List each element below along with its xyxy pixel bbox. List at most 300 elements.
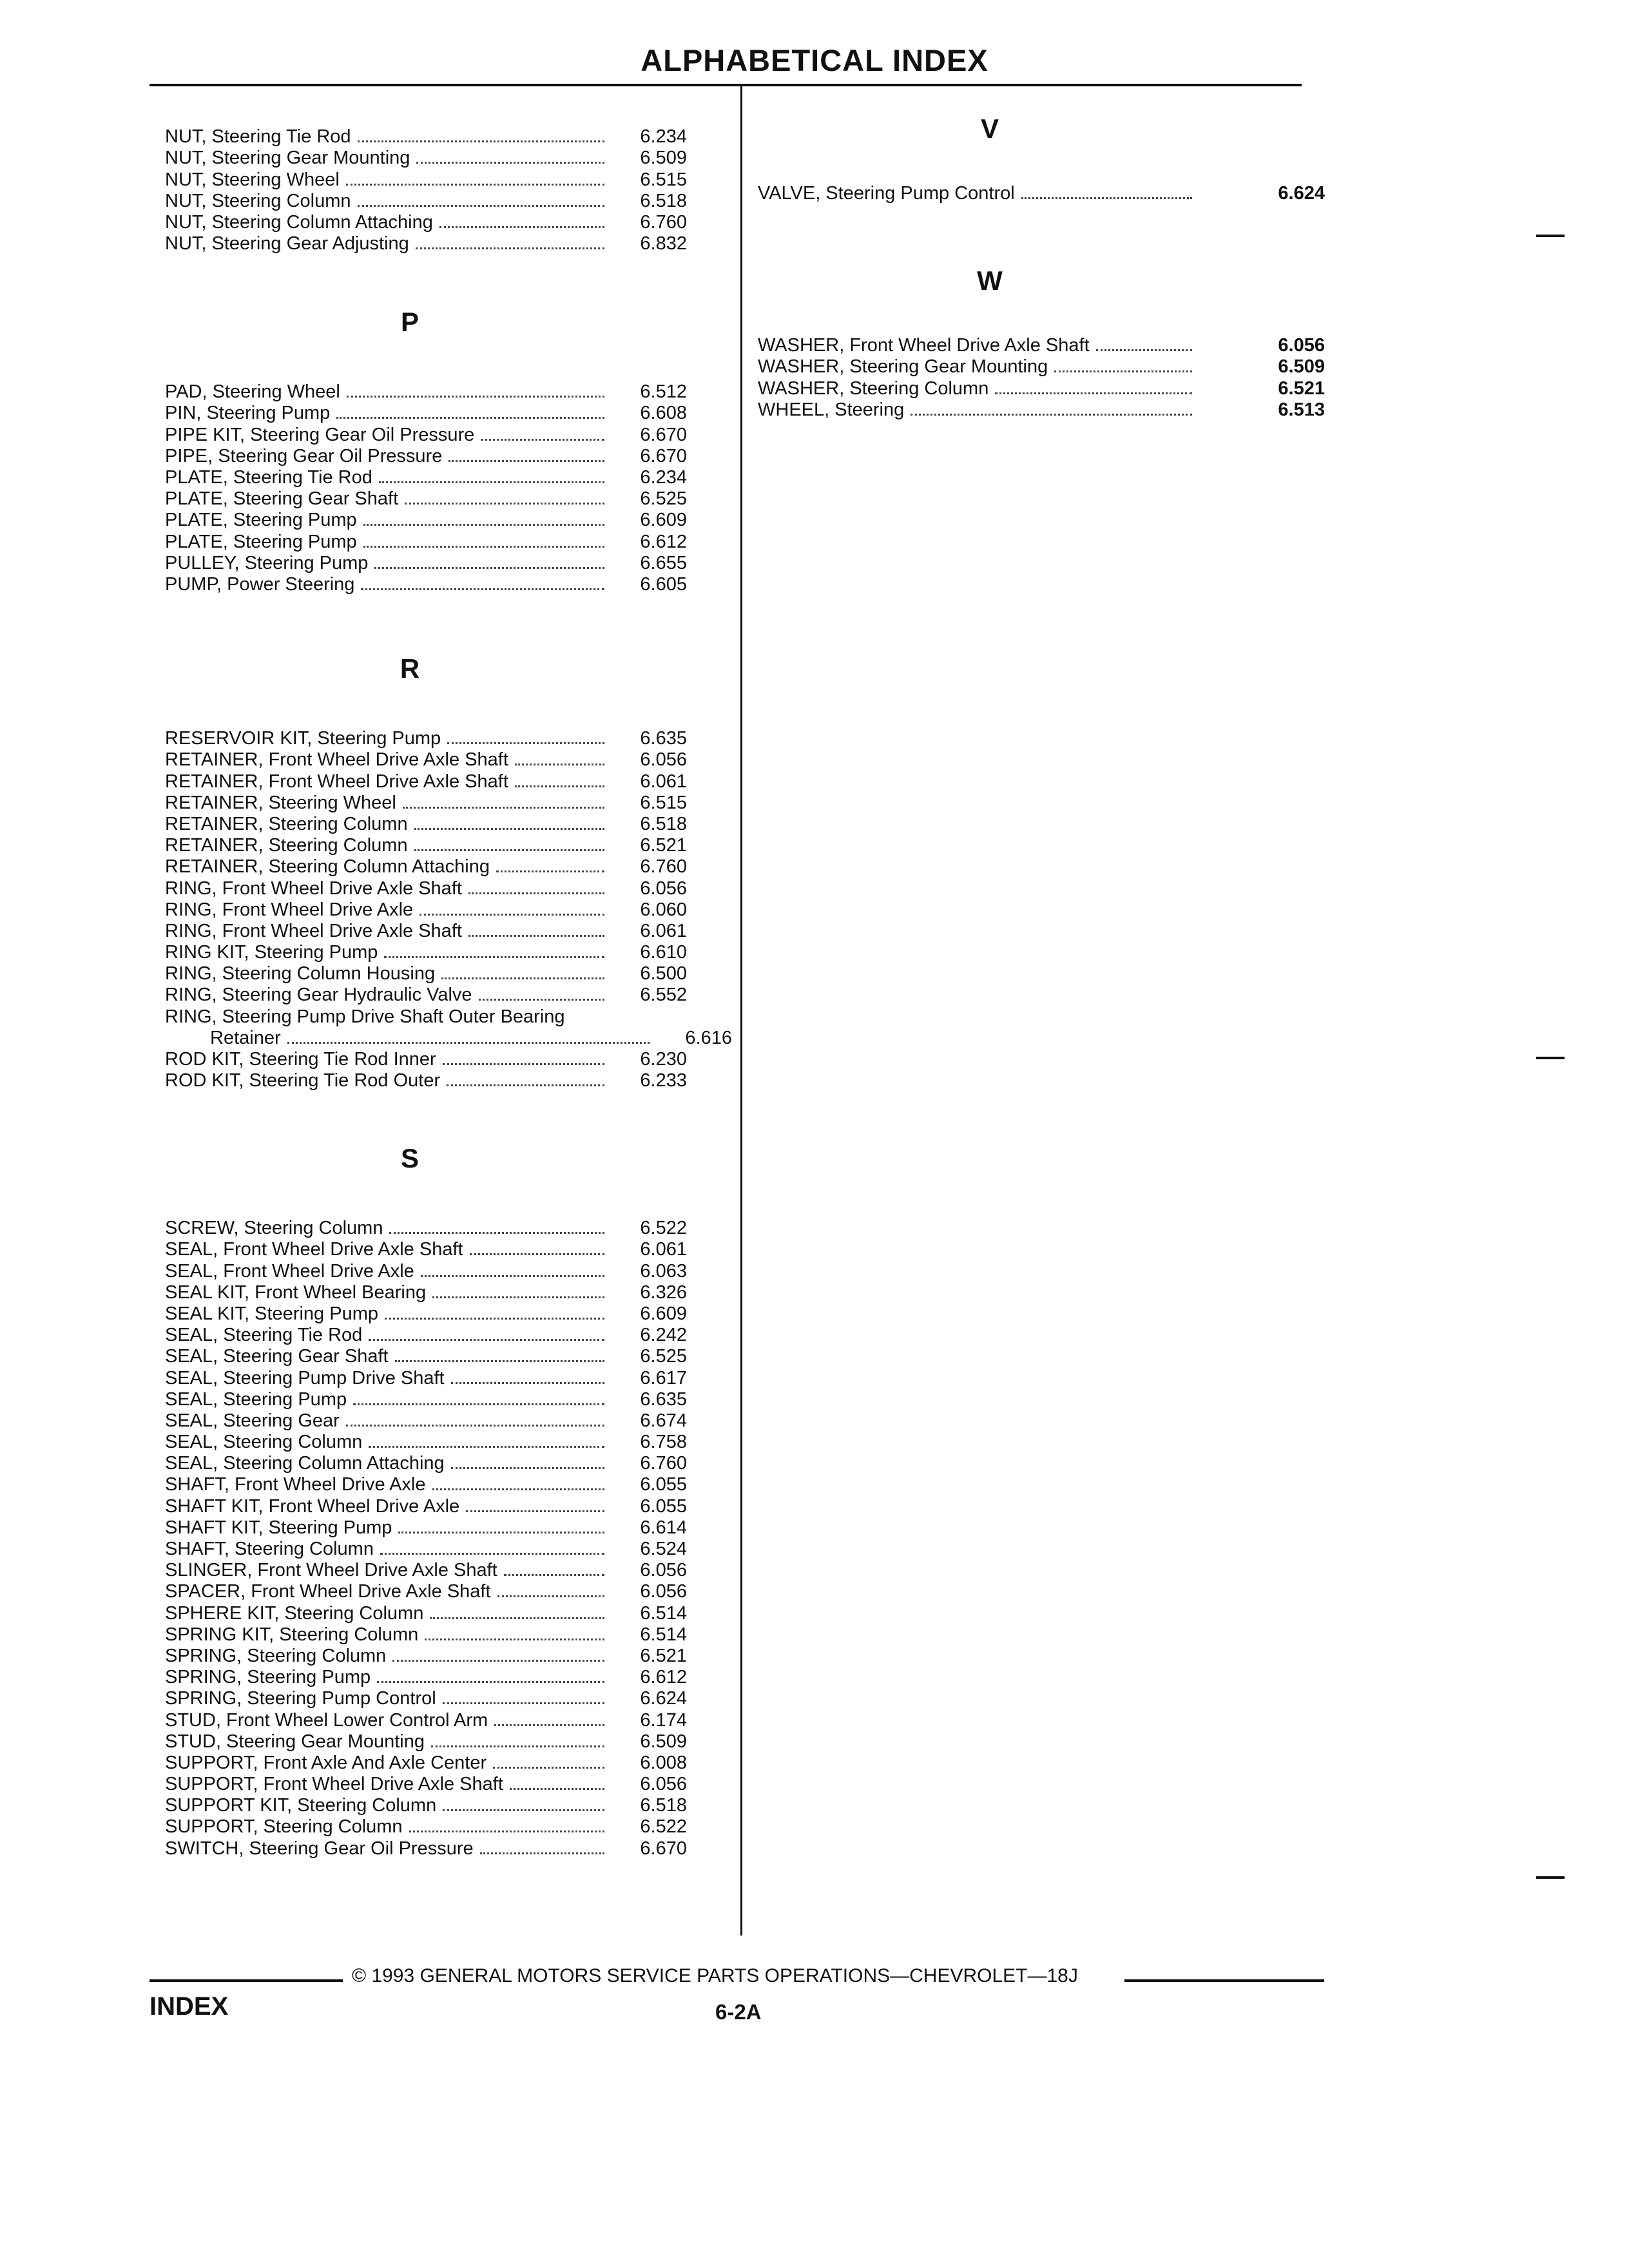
entry-page: 6.674 [640, 1410, 687, 1431]
entry-page: 6.612 [640, 531, 687, 552]
entry-name-cell [165, 793, 610, 814]
dot-leader [389, 1231, 604, 1234]
entry-page: 6.518 [640, 813, 687, 834]
entry-page: 6.760 [640, 1453, 687, 1474]
index-entry [165, 1028, 732, 1049]
entry-page: 6.242 [640, 1325, 687, 1346]
index-entry [758, 399, 1325, 421]
dot-leader [347, 395, 604, 398]
dot-leader [430, 1617, 604, 1619]
index-entry [165, 488, 732, 510]
entry-page: 6.512 [640, 381, 687, 403]
entry-name-cell [165, 1774, 610, 1795]
index-entry [165, 191, 732, 212]
entry-name: SEAL, Front Wheel Drive Axle Shaft [165, 1239, 463, 1260]
section-spacer [165, 1178, 732, 1218]
entry-name-cell [165, 899, 610, 921]
entry-name-cell [165, 1624, 610, 1646]
entry-name: RING, Steering Column Housing [165, 963, 436, 985]
index-entry [165, 985, 732, 1006]
dot-leader [439, 226, 604, 228]
dot-leader [416, 161, 604, 164]
entry-name: Retainer [210, 1027, 281, 1048]
entry-page: 6.326 [640, 1282, 687, 1303]
entry-page: 6.514 [640, 1602, 687, 1624]
entry-name: SPHERE KIT, Steering Column [165, 1602, 424, 1624]
entry-name: RING, Front Wheel Drive Axle [165, 899, 414, 920]
dot-leader [466, 1510, 604, 1512]
entry-name-cell [165, 1070, 610, 1091]
dot-leader [572, 1022, 604, 1023]
entry-name-cell [165, 1539, 610, 1560]
entry-name-cell [165, 169, 610, 191]
entry-name-cell [165, 856, 610, 878]
entry-name-cell [165, 985, 610, 1006]
index-entry [165, 1260, 732, 1282]
entry-page: 6.060 [640, 899, 687, 920]
index-entry [165, 1367, 732, 1389]
entry-name: SUPPORT KIT, Steering Column [165, 1795, 437, 1816]
index-entry [165, 1731, 732, 1753]
index-entry [165, 1325, 732, 1346]
dot-leader [504, 1573, 604, 1576]
dot-leader [409, 1830, 604, 1832]
dot-leader [441, 977, 604, 979]
index-entry [165, 1581, 732, 1602]
section-letter: R [400, 653, 420, 684]
entry-page: 6.500 [640, 963, 687, 985]
index-entry [165, 963, 732, 985]
index-entry [165, 921, 732, 942]
dot-leader [380, 1552, 604, 1555]
index-entry [165, 148, 732, 169]
entry-name-cell [165, 921, 610, 942]
entry-name: RETAINER, Steering Column [165, 835, 408, 856]
entry-page: 6.524 [640, 1539, 687, 1559]
index-entry [165, 467, 732, 488]
entry-name-cell [165, 212, 610, 233]
entry-name-cell [758, 356, 1197, 378]
entry-name: PUMP, Power Steering [165, 573, 355, 595]
entry-name-cell [758, 183, 1197, 204]
entry-name-cell [165, 1838, 610, 1860]
index-entry [165, 446, 732, 467]
index-entry [165, 878, 732, 899]
section-spacer [165, 341, 732, 381]
entry-name-cell [165, 553, 610, 574]
entry-page: 6.056 [640, 878, 687, 899]
entry-page: 6.525 [640, 488, 687, 510]
entry-page: 6.522 [640, 1218, 687, 1239]
index-entry [165, 1282, 732, 1303]
entry-name: SPRING, Steering Pump [165, 1667, 371, 1688]
entry-name-cell [165, 1282, 610, 1303]
entry-name-cell [165, 148, 610, 169]
index-entry [165, 1006, 732, 1027]
entry-name-cell [165, 1410, 610, 1432]
entry-name: SEAL, Steering Gear Shaft [165, 1346, 389, 1367]
dot-leader [447, 1084, 604, 1086]
dot-leader [398, 1531, 604, 1533]
entry-name: SLINGER, Front Wheel Drive Axle Shaft [165, 1560, 497, 1581]
index-entry [165, 212, 732, 233]
index-entry [165, 424, 732, 445]
entry-name: SEAL, Steering Column Attaching [165, 1453, 445, 1474]
entry-name: PAD, Steering Wheel [165, 381, 340, 403]
dot-leader [443, 1702, 604, 1704]
index-entry [165, 1453, 732, 1474]
page-number: 6-2A [715, 2000, 762, 2024]
entry-page: 6.624 [640, 1688, 687, 1709]
entry-name: RESERVOIR KIT, Steering Pump [165, 728, 441, 749]
index-entry [165, 1410, 732, 1432]
entry-page: 6.233 [640, 1070, 687, 1091]
index-entry [758, 356, 1325, 378]
index-entry [165, 531, 732, 552]
dot-leader [414, 849, 604, 851]
index-entry [165, 1070, 732, 1091]
dot-leader [431, 1745, 604, 1747]
entry-name: SHAFT, Front Wheel Drive Axle [165, 1474, 426, 1495]
section-v [758, 110, 1325, 204]
entry-page: 6.624 [1278, 183, 1325, 204]
dot-leader [384, 956, 604, 958]
dot-leader [1096, 349, 1193, 351]
entry-name-cell [165, 1006, 610, 1028]
entry-page: 6.670 [640, 1838, 687, 1859]
entry-name: SEAL KIT, Front Wheel Bearing [165, 1282, 427, 1303]
entry-name-cell [165, 1753, 610, 1774]
entry-page: 6.061 [640, 771, 687, 792]
index-entry [165, 1303, 732, 1325]
index-entry [165, 1753, 732, 1774]
index-entry [165, 1517, 732, 1539]
index-entry [165, 553, 732, 574]
section-label: INDEX [149, 1992, 229, 2021]
dot-leader [346, 1424, 604, 1427]
entry-name: NUT, Steering Column Attaching [165, 211, 433, 233]
entry-page: 6.612 [640, 1667, 687, 1688]
entry-name-cell [165, 1432, 610, 1453]
entry-name-cell [165, 771, 610, 793]
dot-leader [416, 247, 604, 249]
entry-page: 6.055 [640, 1495, 687, 1517]
index-entry [165, 1239, 732, 1260]
dot-leader [358, 204, 605, 207]
entry-name: SCREW, Steering Column [165, 1218, 383, 1239]
entry-page: 6.552 [640, 985, 687, 1006]
entry-page: 6.605 [640, 573, 687, 595]
entry-name-cell [165, 532, 610, 553]
dot-leader [1054, 370, 1192, 372]
entry-name-cell [165, 1474, 610, 1495]
entry-name-cell [165, 814, 610, 835]
index-entry [165, 1495, 732, 1517]
dot-leader [494, 1724, 604, 1726]
entry-name-cell [165, 1453, 610, 1474]
entry-page: 6.514 [640, 1624, 687, 1645]
entry-name: RING, Front Wheel Drive Axle Shaft [165, 920, 462, 941]
entry-name: NUT, Steering Tie Rod [165, 126, 351, 148]
index-entry [165, 510, 732, 531]
entry-name-cell [165, 1816, 610, 1838]
entry-page: 6.832 [640, 233, 687, 255]
entry-page: 6.521 [1278, 378, 1325, 399]
entry-name-cell [165, 728, 610, 749]
index-entry [165, 942, 732, 963]
dot-leader [995, 392, 1192, 394]
dot-leader [392, 1659, 604, 1662]
copyright-notice: © 1993 GENERAL MOTORS SERVICE PARTS OPERATIONS—CHEVROLET—18J [352, 1965, 1078, 1986]
index-entry [165, 574, 732, 595]
entry-name-cell [165, 1688, 610, 1709]
section-r [165, 649, 732, 1091]
title-rule [149, 84, 1302, 86]
margin-mark [1536, 1057, 1565, 1059]
entry-name: RETAINER, Front Wheel Drive Axle Shaft [165, 771, 508, 792]
index-entry [165, 169, 732, 190]
entry-name: SHAFT KIT, Front Wheel Drive Axle [165, 1495, 460, 1517]
entry-name: SEAL, Steering Column [165, 1432, 363, 1453]
entry-page: 6.056 [640, 749, 687, 771]
dot-leader [369, 1445, 604, 1448]
index-entry [758, 183, 1325, 204]
index-entry [165, 381, 732, 403]
dot-leader [470, 1253, 604, 1255]
dot-leader [353, 1403, 604, 1405]
entry-page: 6.758 [640, 1432, 687, 1453]
entry-name: PLATE, Steering Pump [165, 510, 357, 531]
entry-page: 6.234 [640, 126, 687, 148]
entry-page: 6.521 [640, 1645, 687, 1666]
dot-leader [911, 413, 1192, 416]
index-entry [165, 1432, 732, 1453]
entry-name-cell [165, 381, 610, 403]
entry-page: 6.509 [640, 1731, 687, 1752]
entry-page: 6.008 [640, 1752, 687, 1773]
entry-name: SPACER, Front Wheel Drive Axle Shaft [165, 1581, 491, 1602]
dot-leader [479, 998, 604, 1001]
entry-page: 6.614 [640, 1517, 687, 1538]
entry-name: SPRING KIT, Steering Column [165, 1624, 419, 1645]
index-entry [165, 856, 732, 878]
entry-name: PLATE, Steering Gear Shaft [165, 488, 399, 510]
entry-name-cell [165, 1389, 610, 1410]
entry-name-cell [165, 749, 610, 771]
entry-name: RING, Steering Pump Drive Shaft Outer Bearing [165, 1006, 565, 1027]
index-entry [165, 771, 732, 792]
index-entry [165, 1667, 732, 1688]
margin-mark [1536, 235, 1565, 237]
entry-name-cell [165, 835, 610, 856]
entry-name: PIPE KIT, Steering Gear Oil Pressure [165, 424, 475, 445]
section-letter: V [980, 113, 999, 144]
dot-leader [443, 1809, 604, 1811]
entry-name-cell [165, 446, 610, 467]
entry-page: 6.609 [640, 510, 687, 531]
dot-leader [468, 934, 604, 937]
entry-name: RETAINER, Steering Wheel [165, 792, 396, 813]
section-spacer [165, 688, 732, 728]
entry-name-cell [758, 399, 1197, 421]
entry-page: 6.056 [640, 1560, 687, 1581]
entry-page: 6.515 [640, 169, 687, 190]
entry-name-cell [758, 378, 1197, 399]
entry-page: 6.174 [640, 1709, 687, 1731]
dot-leader [425, 1638, 604, 1640]
index-entry [165, 1602, 732, 1624]
entry-name-cell [165, 1368, 610, 1389]
dot-leader [374, 566, 604, 569]
entry-name: SWITCH, Steering Gear Oil Pressure [165, 1838, 474, 1859]
section-spacer [758, 148, 1325, 183]
index-entry [165, 1049, 732, 1070]
entry-name-cell [165, 1731, 610, 1753]
entry-name-cell [165, 574, 610, 595]
index-entry [758, 378, 1325, 399]
index-entry [165, 1218, 732, 1239]
entry-name: NUT, Steering Gear Mounting [165, 148, 410, 169]
margin-mark [1536, 1876, 1565, 1879]
entry-name: SUPPORT, Front Axle And Axle Center [165, 1752, 487, 1773]
index-entry [165, 899, 732, 921]
section-s [165, 1139, 732, 1860]
entry-name-cell [165, 1581, 610, 1602]
entry-name: VALVE, Steering Pump Control [758, 183, 1015, 204]
entry-name-cell [165, 1261, 610, 1282]
entry-page: 6.522 [640, 1816, 687, 1838]
entry-name-cell [165, 1646, 610, 1667]
dot-leader [287, 1041, 650, 1044]
entry-page: 6.063 [640, 1260, 687, 1282]
entry-page: 6.234 [640, 466, 687, 488]
index-entry [165, 1389, 732, 1410]
index-entry [165, 1795, 732, 1816]
entry-name-cell [165, 1795, 610, 1816]
entry-name: SPRING, Steering Column [165, 1645, 387, 1666]
footer-rule-left [149, 1979, 343, 1982]
entry-page: 6.056 [640, 1581, 687, 1602]
entry-page: 6.760 [640, 856, 687, 878]
entry-name-cell [165, 1303, 610, 1325]
section-spacer [758, 300, 1325, 335]
entry-name-cell [165, 403, 610, 424]
section-w [758, 262, 1325, 421]
entry-name: NUT, Steering Wheel [165, 169, 340, 190]
entry-page: 6.635 [640, 728, 687, 749]
index-entry [165, 814, 732, 835]
entry-page: 6.617 [640, 1367, 687, 1389]
entry-name-cell [165, 1325, 610, 1346]
dot-leader [358, 140, 604, 142]
entry-name-cell [165, 1667, 610, 1688]
dot-leader [480, 1852, 604, 1854]
entry-name-cell [165, 1496, 610, 1517]
dot-leader [515, 763, 604, 765]
entry-page: 6.760 [640, 211, 687, 233]
dot-leader [346, 183, 604, 186]
entry-name-cell [165, 942, 610, 963]
entry-name: PIPE, Steering Gear Oil Pressure [165, 445, 443, 466]
dot-leader [414, 827, 604, 830]
entry-name: STUD, Front Wheel Lower Control Arm [165, 1709, 488, 1731]
entry-name-cell [165, 963, 610, 985]
dot-leader [481, 438, 604, 441]
dot-leader [451, 1381, 604, 1384]
dot-leader [369, 1338, 604, 1341]
entry-name: SEAL, Steering Gear [165, 1410, 340, 1431]
dot-leader [419, 913, 604, 916]
dot-leader [497, 1595, 604, 1597]
entry-name-cell [165, 1346, 610, 1367]
index-entry [165, 749, 732, 771]
index-entry [165, 1709, 732, 1731]
dot-leader [493, 1766, 604, 1769]
entry-name: PLATE, Steering Pump [165, 531, 357, 552]
dot-leader [496, 870, 604, 872]
dot-leader [451, 1466, 604, 1469]
entry-name: RETAINER, Front Wheel Drive Axle Shaft [165, 749, 508, 771]
entry-name: WASHER, Steering Column [758, 378, 989, 399]
entry-page: 6.609 [640, 1303, 687, 1324]
entry-name-cell [165, 425, 610, 446]
dot-leader [432, 1488, 605, 1490]
entry-name: NUT, Steering Column [165, 190, 351, 211]
entry-name-cell [165, 488, 610, 510]
entry-name-cell [165, 1239, 610, 1260]
entry-name: WASHER, Front Wheel Drive Axle Shaft [758, 335, 1090, 356]
entry-page: 6.515 [640, 792, 687, 813]
entry-page: 6.056 [640, 1774, 687, 1795]
section-p [165, 303, 732, 595]
entry-name: PIN, Steering Pump [165, 403, 331, 424]
index-entry [165, 1838, 732, 1859]
entry-name: PULLEY, Steering Pump [165, 552, 369, 573]
dot-leader [432, 1296, 604, 1298]
entry-name-cell [165, 1049, 610, 1070]
entry-name: SEAL KIT, Steering Pump [165, 1303, 378, 1324]
entry-name: RING, Steering Gear Hydraulic Valve [165, 985, 472, 1006]
index-entry [165, 126, 732, 148]
dot-leader [377, 1680, 604, 1683]
entry-page: 6.509 [640, 148, 687, 169]
entry-name: SEAL, Steering Tie Rod [165, 1325, 363, 1346]
entry-name: WHEEL, Steering [758, 399, 905, 420]
entry-name: SEAL, Front Wheel Drive Axle [165, 1260, 414, 1282]
section-letter: P [400, 307, 419, 337]
entry-page: 6.521 [640, 835, 687, 856]
entry-page: 6.635 [640, 1389, 687, 1410]
section-letter: S [400, 1143, 419, 1173]
entry-name: WASHER, Steering Gear Mounting [758, 356, 1048, 378]
dot-leader [379, 481, 604, 483]
entry-name: SUPPORT, Steering Column [165, 1816, 403, 1838]
index-entry [165, 1474, 732, 1495]
index-entry [165, 1624, 732, 1646]
dot-leader [336, 416, 604, 419]
entry-name-cell [165, 1560, 610, 1581]
dot-leader [385, 1317, 604, 1320]
dot-leader [1021, 197, 1193, 199]
page-title: ALPHABETICAL INDEX [641, 43, 988, 77]
entry-page: 6.513 [1278, 399, 1325, 420]
entry-page: 6.655 [640, 552, 687, 573]
index-entry [165, 1560, 732, 1581]
entry-name: SEAL, Steering Pump [165, 1389, 347, 1410]
entry-name-cell [165, 510, 610, 531]
dot-leader [403, 806, 604, 809]
index-entry [165, 1346, 732, 1367]
